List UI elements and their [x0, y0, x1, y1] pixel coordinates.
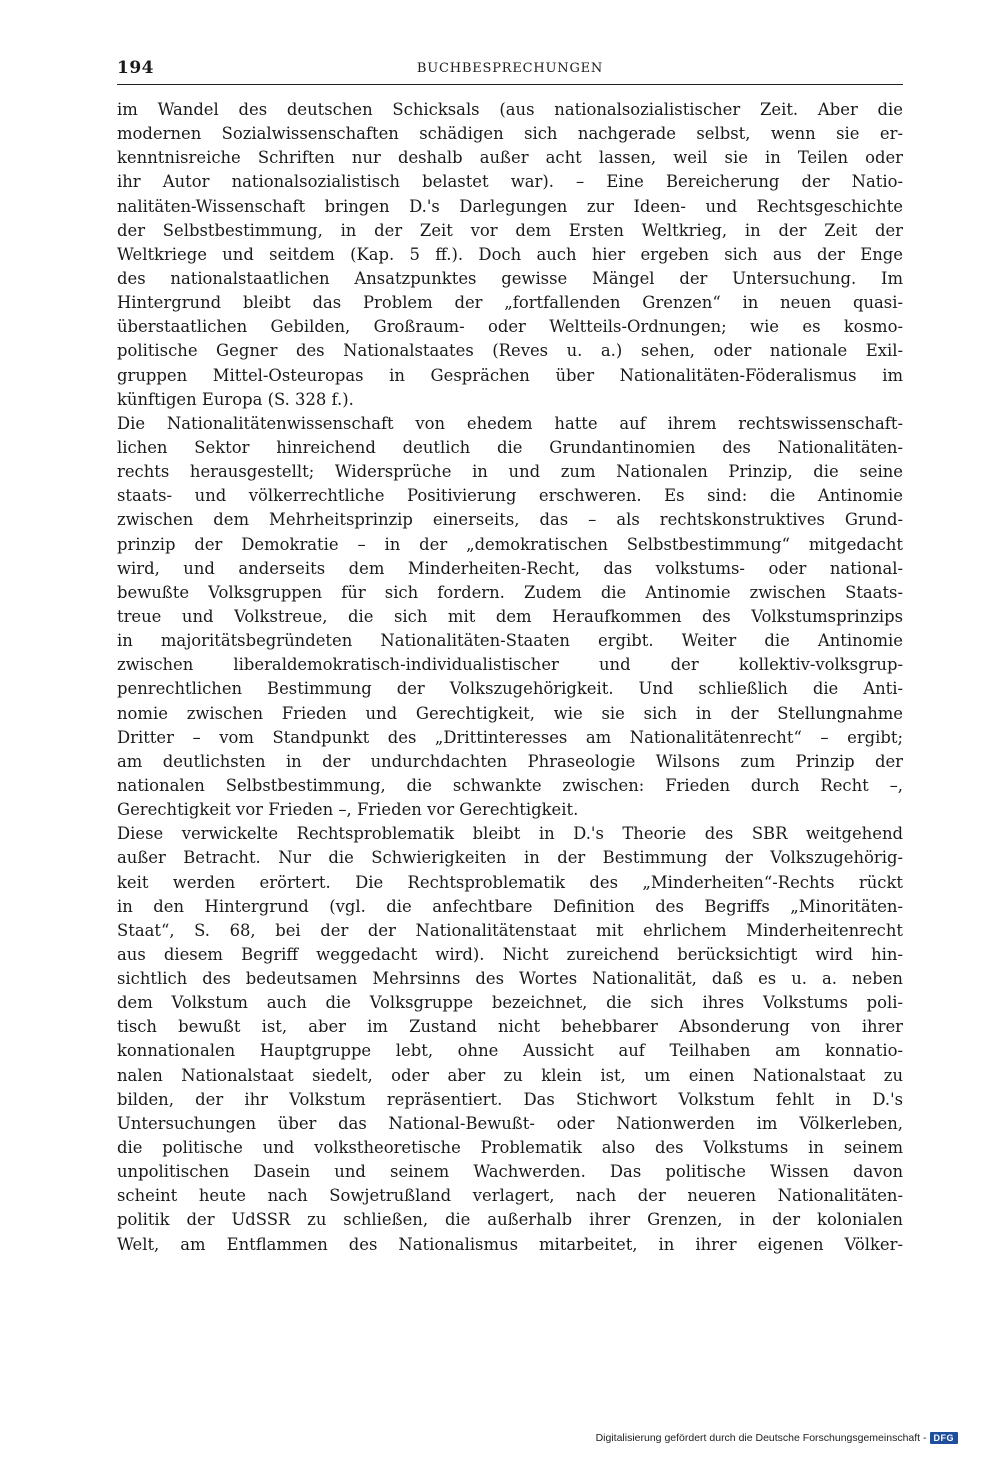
- text-line: Staat“, S. 68, bei der der Nationalitätenstaat mit ehrlichem Minderheitenrecht: [117, 920, 903, 940]
- text-line: bewußte Volksgruppen für sich fordern. Zudem die Antinomie zwischen Staats-: [117, 582, 903, 602]
- footer-text: Digitalisierung gefördert durch die Deutsche Forschungsgemeinschaft -: [595, 1432, 927, 1444]
- text-line: politische Gegner des Nationalstaates (Reves u. a.) sehen, oder nationale Exil-: [117, 341, 903, 361]
- text-line: kenntnisreiche Schriften nur deshalb außer acht lassen, weil sie in Teilen oder: [117, 148, 903, 168]
- text-line: Welt, am Entflammen des Nationalismus mitarbeitet, in ihrer eigenen Völker-: [117, 1234, 903, 1254]
- text-line: Diese verwickelte Rechtsproblematik bleibt in D.'s Theorie des SBR weitgehend: [117, 824, 903, 844]
- text-line: gruppen Mittel-Osteuropas in Gesprächen über Nationalitäten-Föderalismus im: [117, 365, 903, 385]
- text-line: unpolitischen Dasein und seinem Wachwerden. Das politische Wissen davon: [117, 1162, 903, 1182]
- text-line: nalen Nationalstaat siedelt, oder aber zu klein ist, um einen Nationalstaat zu: [117, 1065, 903, 1085]
- text-line: in majoritätsbegründeten Nationalitäten-Staaten ergibt. Weiter die Antinomie: [117, 631, 903, 651]
- text-line: keit werden erörtert. Die Rechtsproblematik des „Minderheiten“-Rechts rückt: [117, 872, 903, 892]
- dfg-logo-icon: DFG: [930, 1432, 959, 1444]
- text-line: Untersuchungen über das National-Bewußt- oder Nationwerden im Völkerleben,: [117, 1113, 903, 1133]
- text-line: penrechtlichen Bestimmung der Volkszugehörigkeit. Und schließlich die Anti-: [117, 679, 903, 699]
- text-line: prinzip der Demokratie – in der „demokratischen Selbstbestimmung“ mitgedacht: [117, 534, 903, 554]
- paragraph: [117, 412, 903, 822]
- text-line: nomie zwischen Frieden und Gerechtigkeit, wie sie sich in der Stellungnahme: [117, 703, 903, 723]
- text-line: sichtlich des bedeutsamen Mehrsinns des Wortes Nationalität, daß es u. a. neben: [117, 969, 903, 989]
- text-line: nationalen Selbstbestimmung, die schwankte zwischen: Frieden durch Recht –,: [117, 775, 903, 795]
- text-line: künftigen Europa (S. 328 f.).: [117, 389, 354, 409]
- text-line: bilden, der ihr Volkstum repräsentiert. Das Stichwort Volkstum fehlt in D.'s: [117, 1089, 903, 1109]
- page-number: 194: [117, 58, 154, 78]
- text-line: modernen Sozialwissenschaften schädigen sich nachgerade selbst, wenn sie er-: [117, 124, 903, 144]
- text-line: konnationalen Hauptgruppe lebt, ohne Aussicht auf Teilhaben am konnatio-: [117, 1041, 903, 1061]
- text-line: dem Volkstum auch die Volksgruppe bezeichnet, die sich ihres Volkstums poli-: [117, 993, 903, 1013]
- text-line: tisch bewußt ist, aber im Zustand nicht behebbarer Absonderung von ihrer: [117, 1017, 903, 1037]
- digitization-footer: [596, 1432, 958, 1444]
- text-line: lichen Sektor hinreichend deutlich die Grundantinomien des Nationalitäten-: [117, 437, 903, 457]
- text-line: zwischen dem Mehrheitsprinzip einerseits, das – als rechtskonstruktives Grund-: [117, 510, 903, 530]
- text-line: überstaatlichen Gebilden, Großraum- oder Weltteils-Ordnungen; wie es kosmo-: [117, 317, 903, 337]
- text-line: scheint heute nach Sowjetrußland verlagert, nach der neueren Nationalitäten-: [117, 1186, 903, 1206]
- text-line: rechts herausgestellt; Widersprüche in und zum Nationalen Prinzip, die seine: [117, 462, 903, 482]
- text-line: der Selbstbestimmung, in der Zeit vor dem Ersten Weltkrieg, in der Zeit der: [117, 220, 903, 240]
- text-line: Dritter – vom Standpunkt des „Drittinteresses am Nationalitätenrecht“ – ergibt;: [117, 727, 903, 747]
- text-line: wird, und anderseits dem Minderheiten-Recht, das volkstums- oder national-: [117, 558, 903, 578]
- text-line: Die Nationalitätenwissenschaft von ehedem hatte auf ihrem rechtswissenschaft-: [117, 413, 903, 433]
- text-line: politik der UdSSR zu schließen, die außerhalb ihrer Grenzen, in der kolonialen: [117, 1210, 903, 1230]
- text-line: in den Hintergrund (vgl. die anfechtbare Definition des Begriffs „Minoritäten-: [117, 896, 903, 916]
- text-line: treue und Volkstreue, die sich mit dem Heraufkommen des Volkstumsprinzips: [117, 606, 903, 626]
- text-line: aus diesem Begriff weggedacht wird). Nicht zureichend berücksichtigt wird hin-: [117, 944, 903, 964]
- text-line: des nationalstaatlichen Ansatzpunktes gewisse Mängel der Untersuchung. Im: [117, 268, 903, 288]
- text-line: Gerechtigkeit vor Frieden –, Frieden vor Gerechtigkeit.: [117, 800, 579, 820]
- text-line: außer Betracht. Nur die Schwierigkeiten in der Bestimmung der Volkszugehörig-: [117, 848, 903, 868]
- running-head: BUCHBESPRECHUNGEN: [416, 61, 604, 76]
- body-text: [117, 98, 903, 1257]
- page-header: [117, 58, 903, 85]
- paragraph: [117, 822, 903, 1257]
- text-line: Weltkriege und seitdem (Kap. 5 ff.). Doch auch hier ergeben sich aus der Enge: [117, 244, 903, 264]
- paragraph: [117, 98, 903, 412]
- text-line: am deutlichsten in der undurchdachten Phraseologie Wilsons zum Prinzip der: [117, 751, 903, 771]
- text-line: nalitäten-Wissenschaft bringen D.'s Darlegungen zur Ideen- und Rechtsgeschichte: [117, 196, 903, 216]
- text-line: Hintergrund bleibt das Problem der „fortfallenden Grenzen“ in neuen quasi-: [117, 293, 903, 313]
- text-line: im Wandel des deutschen Schicksals (aus nationalsozialistischer Zeit. Aber die: [117, 100, 903, 119]
- text-line: staats- und völkerrechtliche Positivierung erschweren. Es sind: die Antinomie: [117, 486, 903, 506]
- text-line: zwischen liberaldemokratisch-individualistischer und der kollektiv-volksgrup-: [117, 655, 903, 675]
- text-line: ihr Autor nationalsozialistisch belastet war). – Eine Bereicherung der Natio-: [117, 172, 903, 192]
- text-line: die politische und volkstheoretische Problematik also des Volkstums in seinem: [117, 1138, 903, 1158]
